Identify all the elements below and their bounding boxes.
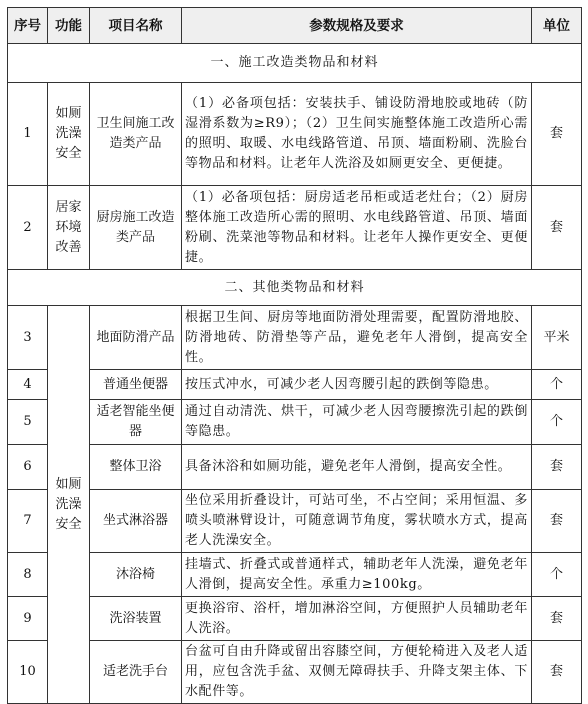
section-row (8, 270, 582, 306)
row-item-name: 适老智能坐便器 (90, 400, 182, 445)
row-item-name: 适老洗手台 (90, 641, 182, 704)
row-no: 3 (8, 306, 48, 370)
section-row (8, 44, 582, 83)
row-no: 1 (8, 83, 48, 186)
header-no: 序号 (8, 8, 48, 44)
table-row (8, 597, 582, 641)
row-no: 8 (8, 553, 48, 597)
table-row (8, 490, 582, 553)
table-row (8, 186, 582, 270)
row-spec: 根据卫生间、厨房等地面防滑处理需要，配置防滑地胶、防滑地砖、防滑垫等产品，避免老年人滑倒，提高安全性。 (182, 306, 532, 370)
header-row (8, 8, 582, 44)
row-no: 10 (8, 641, 48, 704)
row-item-name: 坐式淋浴器 (90, 490, 182, 553)
row-function: 居家环境改善 (48, 186, 90, 270)
row-spec: 坐位采用折叠设计，可站可坐，不占空间；采用恒温、多喷头喷淋臂设计，可随意调节角度，雾状喷水方式，提高老人洗澡安全。 (182, 490, 532, 553)
table-row (8, 553, 582, 597)
row-item-name: 整体卫浴 (90, 445, 182, 490)
row-spec: 更换浴帘、浴杆，增加淋浴空间，方便照护人员辅助老年人洗浴。 (182, 597, 532, 641)
header-function: 功能 (48, 8, 90, 44)
section-title: 一、施工改造类物品和材料 (8, 44, 582, 83)
row-unit: 平米 (532, 306, 582, 370)
row-item-name: 厨房施工改造类产品 (90, 186, 182, 270)
row-no: 7 (8, 490, 48, 553)
row-spec: （1）必备项包括：安装扶手、铺设防滑地胶或地砖（防湿滑系数为≥R9）；（2）卫生间实施整体施工改造所心需的照明、取暖、水电线路管道、吊顶、墙面粉刷、洗脸台等物品和材料。让老年人洗浴及如厕更安全、更便捷。 (182, 83, 532, 186)
row-spec: 按压式冲水，可减少老人因弯腰引起的跌倒等隐患。 (182, 370, 532, 400)
row-item-name: 普通坐便器 (90, 370, 182, 400)
row-spec: （1）必备项包括：厨房适老吊柜或适老灶台；（2）厨房整体施工改造所心需的照明、水电线路管道、吊顶、墙面粉刷、洗菜池等物品和材料。让老年人操作更安全、更便捷。 (182, 186, 532, 270)
row-item-name: 沐浴椅 (90, 553, 182, 597)
table-row (8, 306, 582, 370)
row-unit: 套 (532, 83, 582, 186)
row-spec: 通过自动清洗、烘干，可减少老人因弯腰擦洗引起的跌倒等隐患。 (182, 400, 532, 445)
row-item-name: 地面防滑产品 (90, 306, 182, 370)
row-unit: 个 (532, 370, 582, 400)
header-spec: 参数规格及要求 (182, 8, 532, 44)
row-no: 6 (8, 445, 48, 490)
table-row (8, 370, 582, 400)
row-unit: 套 (532, 490, 582, 553)
row-unit: 个 (532, 400, 582, 445)
row-spec: 挂墙式、折叠式或普通样式，辅助老年人洗澡，避免老年人滑倒，提高安全性。承重力≥100kg。 (182, 553, 532, 597)
section-title: 二、其他类物品和材料 (8, 270, 582, 306)
row-unit: 套 (532, 186, 582, 270)
row-unit: 个 (532, 553, 582, 597)
row-spec: 台盆可自由升降或留出容膝空间，方便轮椅进入及老人适用，应包含洗手盆、双侧无障碍扶手、升降支架主体、下水配件等。 (182, 641, 532, 704)
row-function: 如厕洗澡安全 (48, 83, 90, 186)
row-item-name: 卫生间施工改造类产品 (90, 83, 182, 186)
header-unit: 单位 (532, 8, 582, 44)
table-row (8, 83, 582, 186)
row-unit: 套 (532, 641, 582, 704)
row-spec: 具备沐浴和如厕功能，避免老年人滑倒，提高安全性。 (182, 445, 532, 490)
row-item-name: 洗浴装置 (90, 597, 182, 641)
row-no: 4 (8, 370, 48, 400)
row-no: 5 (8, 400, 48, 445)
table-row (8, 445, 582, 490)
group-function: 如厕洗澡安全 (48, 306, 90, 704)
table-row (8, 400, 582, 445)
row-no: 2 (8, 186, 48, 270)
row-no: 9 (8, 597, 48, 641)
table-row (8, 641, 582, 704)
spec-table (7, 7, 582, 704)
row-unit: 套 (532, 597, 582, 641)
row-unit: 套 (532, 445, 582, 490)
header-item-name: 项目名称 (90, 8, 182, 44)
